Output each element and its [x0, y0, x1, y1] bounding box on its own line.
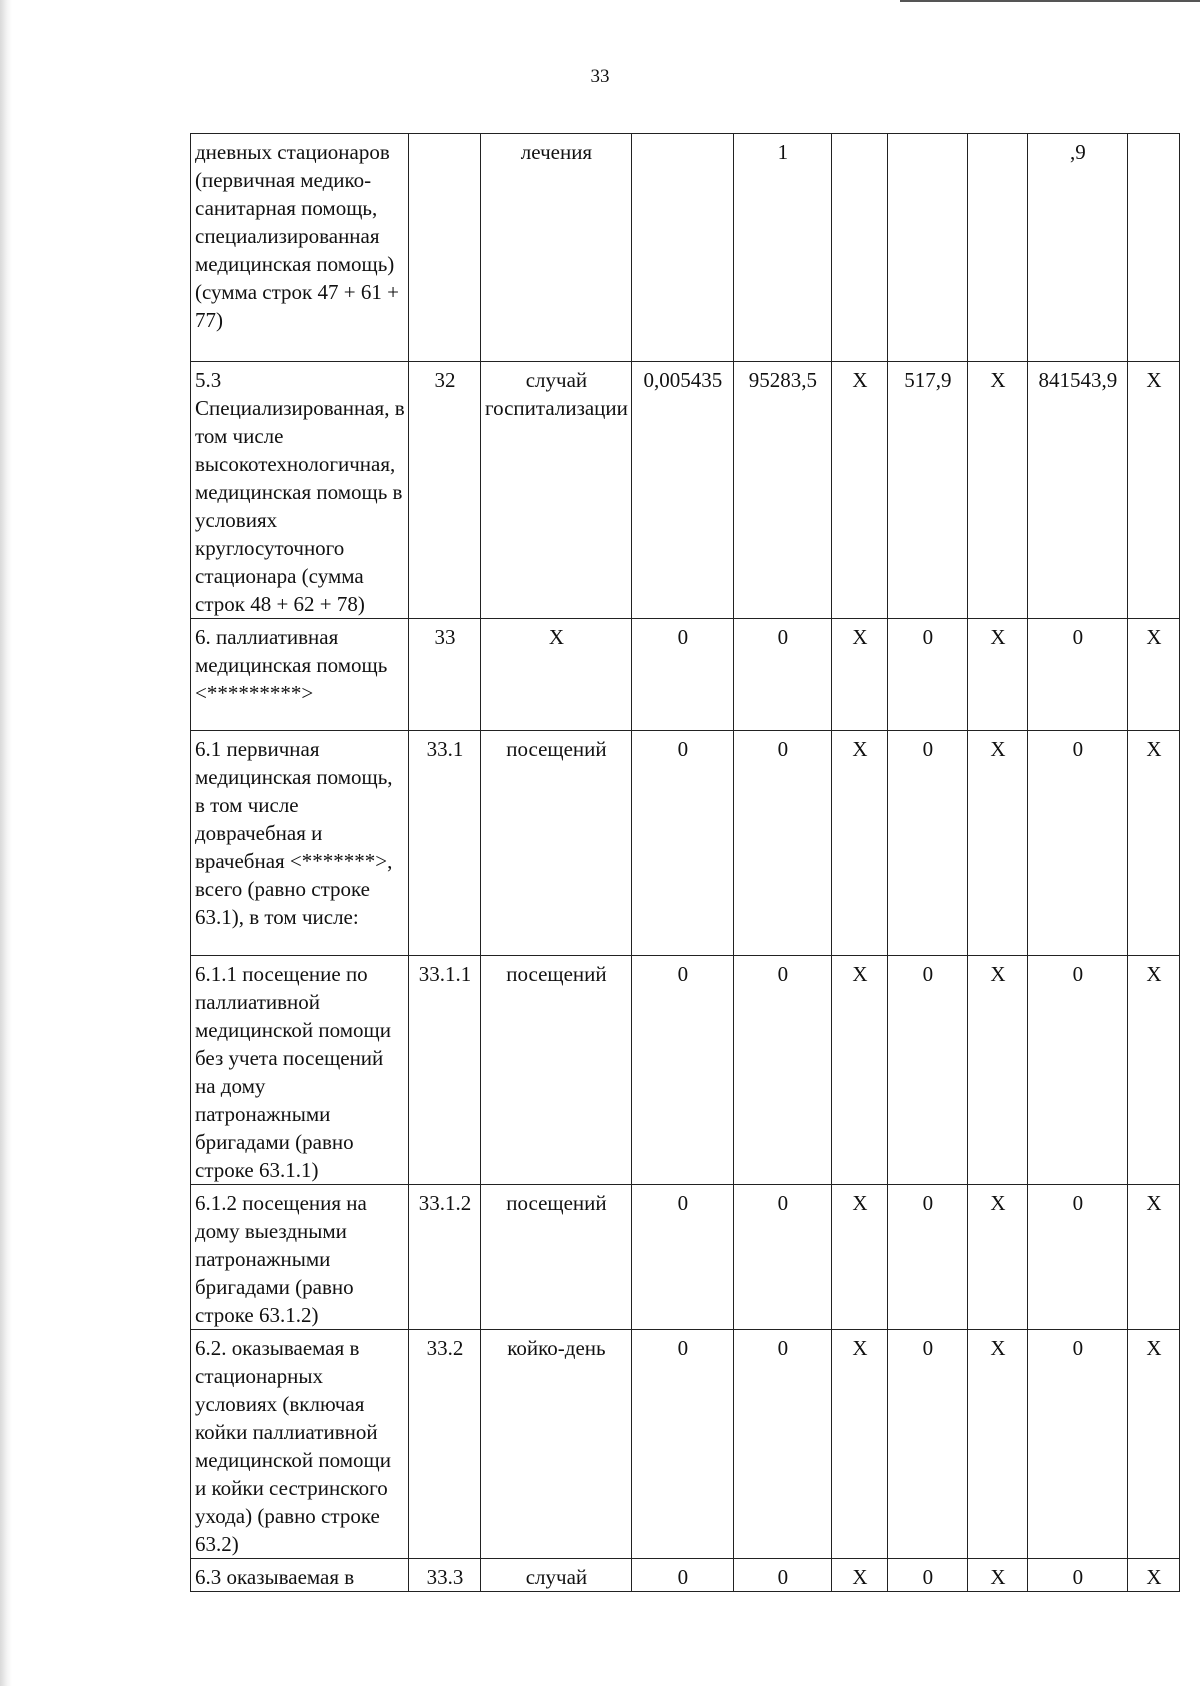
value-cell: 0,005435 — [631, 362, 733, 619]
row-name-cell: 6.2. оказываемая в стационарных условиях (включая койки паллиативной медицинской помощи и койки сестринского ухода) (равно строке 63.2) — [191, 1330, 409, 1559]
value-cell: X — [1127, 619, 1179, 731]
value-cell: X — [831, 362, 887, 619]
value-cell: 0 — [733, 1559, 831, 1592]
value-cell: 0 — [887, 1185, 967, 1330]
value-cell: 0 — [733, 619, 831, 731]
value-cell: 0 — [631, 956, 733, 1185]
row-number-cell: 33.1.1 — [409, 956, 481, 1185]
row-name-cell: 6.1.1 посещение по паллиативной медицинской помощи без учета посещений на дому патронажными бригадами (равно строке 63.1.1) — [191, 956, 409, 1185]
value-cell: 0 — [733, 1330, 831, 1559]
value-cell: X — [831, 731, 887, 956]
value-cell — [831, 134, 887, 362]
table-row — [191, 134, 1180, 362]
value-cell: X — [1127, 1559, 1179, 1592]
value-cell — [887, 134, 967, 362]
row-number-cell: 33.3 — [409, 1559, 481, 1592]
value-cell: 1 — [733, 134, 831, 362]
row-name-cell: 6.3 оказываемая в — [191, 1559, 409, 1592]
value-cell: X — [967, 731, 1027, 956]
value-cell: 0 — [1027, 1559, 1127, 1592]
value-cell: 0 — [733, 956, 831, 1185]
value-cell: X — [831, 619, 887, 731]
value-cell: 0 — [1027, 1185, 1127, 1330]
row-number-cell: 33.1.2 — [409, 1185, 481, 1330]
row-name-cell: 5.3 Специализированная, в том числе высокотехнологичная, медицинская помощь в условиях круглосуточного стационара (сумма строк 48 + 62 + 78) — [191, 362, 409, 619]
value-cell: X — [831, 1559, 887, 1592]
row-name-cell: 6. паллиативная медицинская помощь <*********> — [191, 619, 409, 731]
unit-cell: лечения — [481, 134, 632, 362]
value-cell: 0 — [1027, 1330, 1127, 1559]
value-cell: ,9 — [1027, 134, 1127, 362]
value-cell: X — [1127, 956, 1179, 1185]
row-number-cell — [409, 134, 481, 362]
value-cell: 517,9 — [887, 362, 967, 619]
value-cell — [631, 134, 733, 362]
value-cell: 0 — [631, 619, 733, 731]
table-row — [191, 362, 1180, 619]
table-row — [191, 1559, 1180, 1592]
unit-cell: посещений — [481, 956, 632, 1185]
value-cell: 0 — [733, 1185, 831, 1330]
value-cell: X — [831, 1330, 887, 1559]
row-name-cell: 6.1.2 посещения на дому выездными патронажными бригадами (равно строке 63.1.2) — [191, 1185, 409, 1330]
value-cell: 0 — [733, 731, 831, 956]
row-number-cell: 33.1 — [409, 731, 481, 956]
unit-cell: посещений — [481, 1185, 632, 1330]
value-cell: 0 — [887, 1330, 967, 1559]
row-name-cell: дневных стационаров (первичная медико-санитарная помощь, специализированная медицинская помощь) (сумма строк 47 + 61 + 77) — [191, 134, 409, 362]
value-cell: X — [831, 1185, 887, 1330]
value-cell: 0 — [631, 1330, 733, 1559]
value-cell: 95283,5 — [733, 362, 831, 619]
value-cell: 0 — [887, 731, 967, 956]
table-row — [191, 1185, 1180, 1330]
unit-cell: койко-день — [481, 1330, 632, 1559]
value-cell: X — [967, 1559, 1027, 1592]
row-number-cell: 33 — [409, 619, 481, 731]
page-number: 33 — [590, 66, 610, 87]
value-cell: 0 — [631, 1185, 733, 1330]
value-cell: X — [1127, 362, 1179, 619]
value-cell: X — [1127, 1185, 1179, 1330]
value-cell: 0 — [631, 1559, 733, 1592]
value-cell: 0 — [887, 1559, 967, 1592]
value-cell: 0 — [1027, 956, 1127, 1185]
value-cell: X — [967, 956, 1027, 1185]
value-cell: 0 — [631, 731, 733, 956]
table-row — [191, 619, 1180, 731]
value-cell: 841543,9 — [1027, 362, 1127, 619]
table-body — [191, 134, 1180, 1592]
value-cell: 0 — [887, 956, 967, 1185]
value-cell: 0 — [1027, 731, 1127, 956]
top-rule — [900, 0, 1200, 2]
scan-edge — [0, 0, 12, 1686]
row-name-cell: 6.1 первичная медицинская помощь, в том числе доврачебная и врачебная <*******>, всего (равно строке 63.1), в том числе: — [191, 731, 409, 956]
value-cell: X — [967, 362, 1027, 619]
row-number-cell: 32 — [409, 362, 481, 619]
unit-cell: посещений — [481, 731, 632, 956]
row-number-cell: 33.2 — [409, 1330, 481, 1559]
value-cell: X — [1127, 1330, 1179, 1559]
value-cell: X — [967, 1185, 1027, 1330]
unit-cell: случай — [481, 1559, 632, 1592]
value-cell: X — [831, 956, 887, 1185]
data-table — [190, 133, 1180, 1592]
value-cell — [1127, 134, 1179, 362]
value-cell: 0 — [887, 619, 967, 731]
unit-cell: X — [481, 619, 632, 731]
value-cell: 0 — [1027, 619, 1127, 731]
table-row — [191, 956, 1180, 1185]
value-cell — [967, 134, 1027, 362]
table-row — [191, 1330, 1180, 1559]
value-cell: X — [1127, 731, 1179, 956]
unit-cell: случай госпитализации — [481, 362, 632, 619]
value-cell: X — [967, 1330, 1027, 1559]
table-row — [191, 731, 1180, 956]
value-cell: X — [967, 619, 1027, 731]
